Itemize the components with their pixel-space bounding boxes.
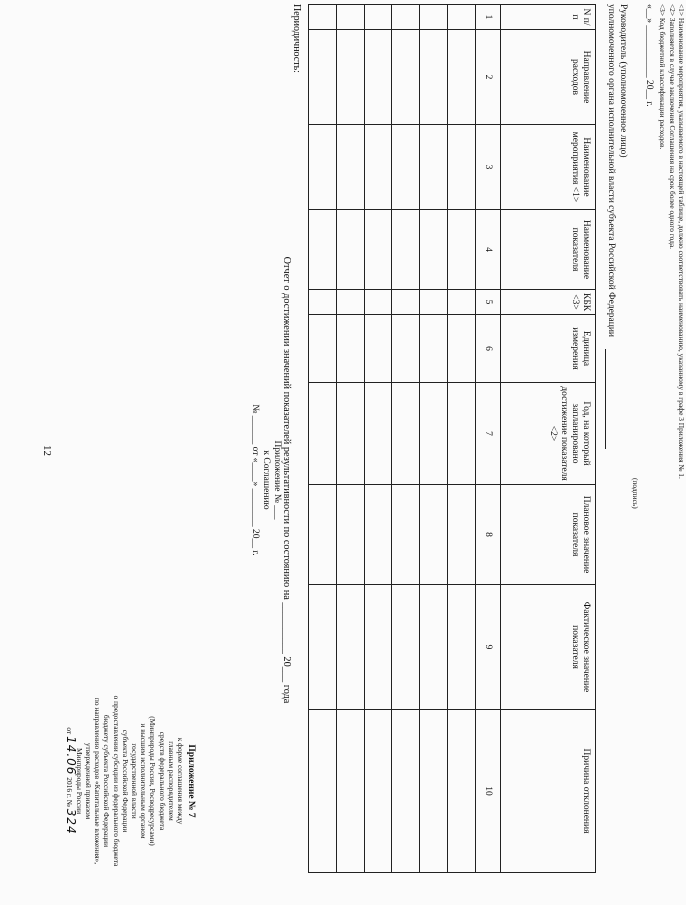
table-row xyxy=(447,5,475,873)
col-header-plan: Плановое значение показателя xyxy=(501,485,596,585)
footnote-1: <1> Наименование мероприятия, указываемого в настоящей таблице, должно соответствовать наименованию, указанному в графе 3 Приложения № 1. xyxy=(677,4,686,479)
table-row xyxy=(336,5,364,873)
date-line: «__» ___________ 20__ г. xyxy=(644,4,654,107)
table-cell xyxy=(392,125,420,210)
column-number: 8 xyxy=(475,485,500,585)
table-cell xyxy=(336,30,364,125)
appendix-line: государственной власти xyxy=(129,743,139,819)
footnote-3: <3> Код бюджетной классификации расходов. xyxy=(658,4,668,150)
col-header-year: Год, на который запланировано достижение показателя <2> xyxy=(501,383,596,485)
col-header-reason: Причина отклонения xyxy=(501,710,596,873)
table-cell xyxy=(420,210,448,290)
table-cell xyxy=(336,485,364,585)
periodicity-label: Периодичность: xyxy=(291,4,302,73)
table-cell xyxy=(420,125,448,210)
footnotes xyxy=(658,4,686,864)
table-row xyxy=(420,5,448,873)
table-cell xyxy=(364,585,392,710)
column-number: 10 xyxy=(475,710,500,873)
table-cell xyxy=(447,485,475,585)
handwritten-order-date: 14.06 xyxy=(63,736,78,776)
appendix-line: Минприроды России xyxy=(74,747,84,815)
table-cell xyxy=(336,125,364,210)
table-cell xyxy=(364,210,392,290)
table-cell xyxy=(309,383,337,485)
indicator-report-table xyxy=(308,4,596,873)
table-cell xyxy=(447,5,475,30)
column-number: 6 xyxy=(475,315,500,383)
appendix-line: к форме соглашения между xyxy=(176,737,185,825)
annex-number: Приложение № ___ xyxy=(272,440,282,520)
table-cell xyxy=(392,710,420,873)
appendix-line: средств федерального бюджета xyxy=(157,731,167,831)
table-cell xyxy=(336,383,364,485)
table-cell xyxy=(309,30,337,125)
col-header-unit: Единица измерения xyxy=(501,315,596,383)
signature-block xyxy=(605,4,628,564)
handwritten-order-number: 324 xyxy=(63,808,78,835)
table-cell xyxy=(447,290,475,315)
column-number: 4 xyxy=(475,210,500,290)
appendix-line: о предоставлении субсидии из федерального бюджета xyxy=(111,695,121,867)
table-cell xyxy=(336,210,364,290)
table-row xyxy=(392,5,420,873)
column-number: 7 xyxy=(475,383,500,485)
table-cell xyxy=(392,485,420,585)
order-reference xyxy=(63,666,78,896)
table-cell xyxy=(447,710,475,873)
signatory-organ xyxy=(605,4,617,564)
table-cell xyxy=(420,5,448,30)
table-row xyxy=(309,5,337,873)
table-cell xyxy=(392,5,420,30)
table-cell xyxy=(392,30,420,125)
table-cell xyxy=(392,383,420,485)
appendix-line: и высшим исполнительным органом xyxy=(139,723,149,839)
column-number-row xyxy=(475,5,500,873)
table-cell xyxy=(447,210,475,290)
col-header-number: N п/п xyxy=(501,5,596,30)
col-header-fact: Фактическое значение показателя xyxy=(501,585,596,710)
table-cell xyxy=(364,315,392,383)
table-cell xyxy=(392,315,420,383)
order-year: 2016 г. № xyxy=(64,777,74,807)
table-cell xyxy=(364,290,392,315)
appendix-line: главным распорядителем xyxy=(166,741,176,821)
table-cell xyxy=(364,485,392,585)
table-row xyxy=(364,5,392,873)
table-cell xyxy=(309,485,337,585)
column-number: 5 xyxy=(475,290,500,315)
table-cell xyxy=(420,315,448,383)
table-cell xyxy=(447,125,475,210)
signature-line xyxy=(605,349,606,449)
agreement-subheader xyxy=(249,395,282,565)
signatory-title: Руководитель (уполномоченное лицо) xyxy=(618,4,628,158)
table-cell xyxy=(447,30,475,125)
appendix-header-block xyxy=(64,666,196,896)
appendix-line: по направлению расходов «Капитальные вложения», xyxy=(93,697,103,865)
table-cell xyxy=(392,585,420,710)
table-cell xyxy=(309,290,337,315)
table-cell xyxy=(420,710,448,873)
column-number: 1 xyxy=(475,5,500,30)
table-cell xyxy=(364,125,392,210)
col-header-activity: Наименование мероприятия <1> xyxy=(501,125,596,210)
signatory-organ-text: уполномоченного органа исполнительной власти субъекта Российской Федерации xyxy=(606,4,617,338)
table-cell xyxy=(364,30,392,125)
signature-caption: (подпись) xyxy=(631,478,640,509)
column-number: 3 xyxy=(475,125,500,210)
table-cell xyxy=(364,710,392,873)
appendix-line: субъекта Российской Федерации xyxy=(120,729,130,833)
table-cell xyxy=(309,585,337,710)
table-cell xyxy=(309,125,337,210)
table-cell xyxy=(336,5,364,30)
footnote-2: <2> Заполняется в случае заключения Соглашения на срок более одного года. xyxy=(667,4,677,250)
table-cell xyxy=(309,710,337,873)
col-header-direction: Направление расходов xyxy=(501,30,596,125)
report-title: Отчет о достижении значений показателей результативности по состоянию на __________ 20___ года xyxy=(281,256,292,704)
table-cell xyxy=(364,5,392,30)
appendix-line: (Минприроды России, Росводресурсами) xyxy=(148,716,158,846)
table-cell xyxy=(364,383,392,485)
table-header-row xyxy=(501,5,596,873)
table-cell xyxy=(336,315,364,383)
page-number: 12 xyxy=(41,445,53,456)
table-cell xyxy=(420,485,448,585)
table-cell xyxy=(420,30,448,125)
table-cell xyxy=(309,210,337,290)
table-cell xyxy=(336,710,364,873)
col-header-kbk: КБК <3> xyxy=(501,290,596,315)
column-number: 2 xyxy=(475,30,500,125)
col-header-indicator: Наименование показателя xyxy=(501,210,596,290)
table-cell xyxy=(447,315,475,383)
appendix-line: утвержденной приказом xyxy=(83,742,93,820)
appendix-line: бюджету субъекта Российской Федерации xyxy=(102,714,112,848)
table-cell xyxy=(336,290,364,315)
table-cell xyxy=(336,585,364,710)
table-cell xyxy=(309,5,337,30)
table-cell xyxy=(392,210,420,290)
table-cell xyxy=(392,290,420,315)
table-cell xyxy=(447,585,475,710)
to-agreement: к Соглашению xyxy=(261,450,271,510)
table-cell xyxy=(420,585,448,710)
order-prefix: от xyxy=(64,727,74,735)
table-cell xyxy=(309,315,337,383)
table-cell xyxy=(420,290,448,315)
table-cell xyxy=(447,383,475,485)
agreement-number-date: № ______ от «____» ________ 20__ г. xyxy=(250,404,260,556)
column-number: 9 xyxy=(475,585,500,710)
appendix-title: Приложение № 7 xyxy=(186,744,196,818)
table-cell xyxy=(420,383,448,485)
